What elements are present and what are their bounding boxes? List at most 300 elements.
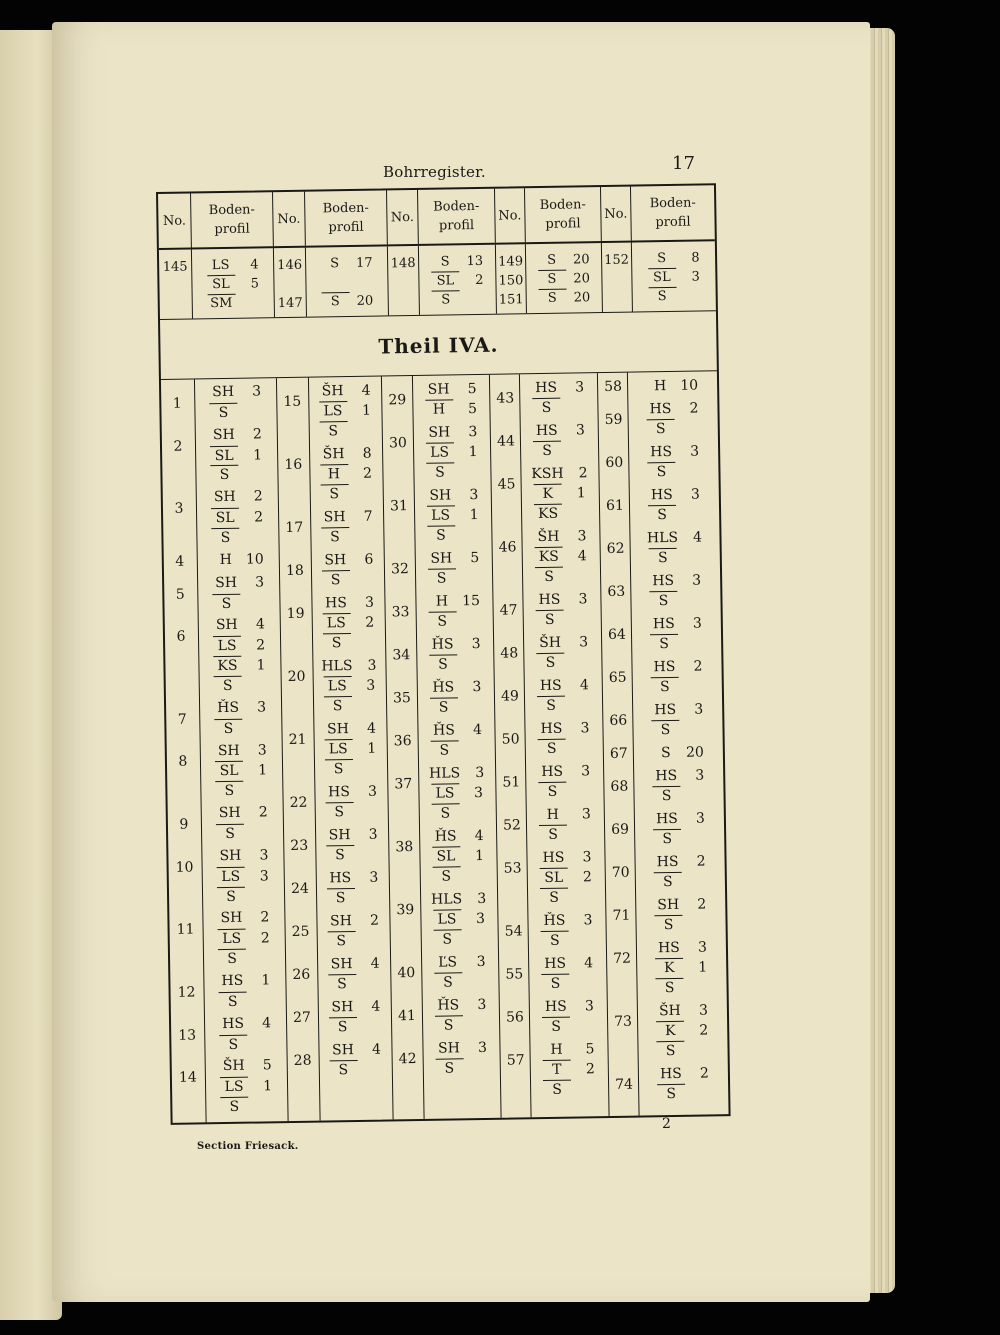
- layer-code: HS: [541, 763, 564, 781]
- boring-entry: [599, 484, 719, 524]
- layer-depth: 3: [369, 869, 379, 886]
- profile-layer: [213, 655, 265, 676]
- profile-layer: [431, 252, 483, 272]
- profile-layer: [540, 867, 592, 888]
- profile-layer: [427, 548, 479, 569]
- layer-code: S: [430, 740, 458, 759]
- layer-code: HS: [538, 591, 561, 609]
- profile-layer: [539, 847, 591, 868]
- boring-number: 12: [177, 984, 196, 1001]
- boring-number: 73: [614, 1013, 633, 1030]
- layer-code: HLS: [428, 765, 461, 782]
- boring-entry: [604, 851, 724, 891]
- profile-layer: [533, 420, 585, 441]
- layer-code: LS: [323, 676, 351, 695]
- soil-profile: [421, 677, 491, 718]
- boring-number: 64: [607, 626, 627, 643]
- profile-layer: [652, 765, 704, 786]
- layer-code: LS: [322, 613, 350, 632]
- layer-code: LS: [426, 505, 454, 524]
- layer-depth: 1: [468, 443, 478, 461]
- soil-profile: [634, 570, 717, 611]
- layer-code: S: [320, 484, 348, 503]
- profile-layer: [429, 697, 481, 718]
- layer-code: HS: [650, 486, 673, 504]
- layer-code: S: [433, 929, 461, 948]
- layer-depth: 3: [690, 443, 700, 460]
- layer-code: SH: [328, 827, 351, 844]
- profile-layer: [426, 462, 478, 483]
- layer-depth: 2: [693, 658, 703, 675]
- layer-code: SH: [218, 804, 241, 822]
- layer-depth: 20: [573, 290, 591, 306]
- boring-entry: [496, 804, 604, 843]
- layer-depth: 20: [685, 744, 704, 761]
- profile-layer: [214, 718, 266, 739]
- profile-layer: [434, 995, 486, 1016]
- boring-number: 150: [498, 273, 524, 289]
- layer-code: LS: [425, 442, 453, 461]
- profile-layer: [322, 633, 374, 654]
- boring-number: 6: [176, 628, 186, 646]
- layer-code: ȞS: [432, 722, 456, 739]
- boring-entry: [489, 377, 597, 416]
- profile-layer: [646, 399, 698, 420]
- profile-layer: [425, 442, 477, 463]
- profile-layer: [215, 781, 267, 802]
- soil-profile: [421, 720, 491, 761]
- soil-profile: [423, 826, 493, 887]
- profile-layer: [657, 1063, 709, 1084]
- layer-code: LS: [319, 401, 347, 420]
- layer-depth: 13: [466, 253, 484, 270]
- layer-code: S: [547, 252, 557, 268]
- profile-layer: [321, 254, 373, 274]
- profile-layer: [647, 419, 699, 440]
- boring-entry: [282, 781, 387, 821]
- layer-code: H: [320, 464, 348, 483]
- profile-cell: [526, 243, 603, 313]
- boring-number: 41: [397, 1008, 417, 1025]
- layer-code: S: [432, 290, 460, 309]
- layer-depth: 2: [699, 1022, 709, 1039]
- layer-code: S: [541, 931, 569, 950]
- boring-entry: [493, 632, 601, 671]
- profile-layer: [432, 866, 484, 887]
- layer-code: ȞS: [437, 997, 460, 1014]
- soil-profile: [200, 487, 275, 548]
- layer-code: S: [323, 696, 351, 715]
- layer-code: S: [648, 505, 676, 524]
- layer-depth: 1: [474, 847, 485, 865]
- profile-layer: [217, 886, 269, 907]
- profile-layer: [537, 718, 589, 739]
- profile-layer: [647, 461, 699, 482]
- soil-profile: [419, 591, 489, 632]
- layer-depth: 3: [368, 826, 378, 843]
- layer-code: KS: [534, 504, 562, 523]
- profile-layer: [543, 1079, 595, 1100]
- boring-entry: [286, 1039, 391, 1079]
- layer-code: SH: [429, 487, 452, 504]
- layer-code: S: [538, 289, 566, 308]
- layer-code: SL: [211, 508, 239, 527]
- profile-layer: [656, 1040, 708, 1061]
- layer-depth: 3: [471, 635, 481, 653]
- layer-code: HLS: [321, 657, 353, 675]
- layer-code: SH: [215, 574, 238, 591]
- layer-depth: 3: [581, 763, 591, 780]
- layer-depth: 4: [577, 548, 587, 565]
- layer-code: S: [210, 465, 238, 484]
- layer-depth: 3: [476, 953, 486, 971]
- profile-layer: [655, 937, 707, 958]
- profile-layer: [210, 445, 262, 466]
- layer-depth: 3: [473, 784, 484, 802]
- layer-depth: 2: [582, 869, 592, 886]
- boring-entry: [495, 761, 603, 800]
- boring-number: 21: [288, 731, 307, 748]
- profile-layer: [433, 952, 485, 973]
- profile-layer: [646, 376, 698, 397]
- layer-depth: 1: [367, 740, 377, 757]
- profile-layer: [216, 803, 268, 824]
- layer-code: S: [328, 974, 356, 993]
- layer-depth: 5: [585, 1041, 595, 1058]
- layer-depth: 4: [366, 720, 377, 737]
- boring-number: 152: [604, 252, 630, 268]
- layer-depth: 1: [253, 446, 263, 464]
- boring-entry: [491, 526, 599, 585]
- layer-depth: 4: [472, 721, 483, 739]
- soil-profile: [532, 953, 603, 994]
- boring-number: 39: [396, 902, 415, 919]
- layer-code: S: [542, 1017, 570, 1036]
- profile-layer: [215, 761, 267, 782]
- layer-code: H: [550, 1041, 563, 1058]
- layer-depth: 1: [263, 1078, 273, 1095]
- layer-code: ĽS: [438, 954, 458, 971]
- layer-depth: 2: [475, 272, 484, 288]
- boring-number: 55: [505, 966, 524, 983]
- boring-number: 28: [293, 1052, 312, 1069]
- layer-depth: 2: [369, 912, 380, 929]
- boring-number: 151: [498, 292, 524, 308]
- profile-layer: [425, 399, 477, 420]
- layer-code: SH: [324, 552, 347, 569]
- layer-depth: 1: [469, 506, 479, 524]
- layer-depth: 5: [467, 380, 477, 398]
- layer-code: ŠH: [321, 383, 344, 400]
- layer-code: S: [651, 677, 679, 696]
- profile-layer: [649, 590, 701, 611]
- boring-entry: [280, 655, 385, 715]
- boring-number: 50: [501, 731, 520, 748]
- layer-code: SH: [212, 426, 235, 443]
- layer-depth: 3: [584, 998, 594, 1015]
- profile-layer: [320, 507, 372, 528]
- boring-number: 33: [391, 604, 410, 621]
- boring-entry: [278, 506, 383, 546]
- profile-layer: [428, 611, 480, 632]
- layer-code: S: [218, 949, 246, 968]
- boring-entry: [599, 527, 719, 567]
- profile-layer: [651, 719, 703, 740]
- profile-layer: [542, 1039, 594, 1060]
- profile-layer: [218, 971, 270, 992]
- layer-code: S: [214, 676, 242, 695]
- profile-layer: [219, 1034, 271, 1055]
- layer-code: S: [434, 1015, 462, 1034]
- layer-code: ŠH: [222, 1058, 245, 1075]
- layer-code: S: [543, 1080, 571, 1099]
- layer-code: HS: [544, 998, 567, 1015]
- boring-entry: [163, 487, 278, 546]
- boring-entry: [601, 656, 721, 696]
- layer-code: LS: [324, 739, 352, 758]
- boring-number: 10: [175, 859, 194, 876]
- soil-profile: [317, 719, 383, 780]
- layer-code: S: [217, 886, 245, 905]
- soil-profile: [529, 761, 600, 802]
- soil-profile: [208, 1014, 283, 1055]
- layer-code: S: [426, 462, 454, 481]
- profile-layer: [430, 720, 482, 741]
- layer-code: S: [215, 781, 243, 800]
- soil-profile: [320, 910, 386, 951]
- profile-layer: [656, 1000, 708, 1021]
- layer-depth: 1: [261, 972, 271, 989]
- soil-profile: [322, 1039, 388, 1080]
- boring-number-cell: [159, 249, 193, 319]
- boring-entry: [172, 1056, 287, 1116]
- layer-depth: 4: [579, 677, 589, 694]
- layer-code: HS: [535, 379, 558, 397]
- boring-number: 62: [606, 540, 625, 557]
- layer-depth: 7: [363, 508, 373, 525]
- profile-layer: [212, 550, 264, 571]
- layer-code: S: [429, 697, 457, 716]
- soil-profile: [206, 909, 281, 970]
- layer-depth: 3: [582, 849, 592, 866]
- soil-profile: [316, 656, 382, 717]
- profile-layer: [428, 591, 480, 612]
- layer-depth: 3: [694, 701, 704, 718]
- section-title: Theil IVA.: [160, 311, 717, 380]
- profile-layer: [537, 250, 589, 270]
- layer-depth: 4: [474, 827, 484, 845]
- layer-code: S: [324, 759, 352, 778]
- boring-entry: [490, 420, 598, 459]
- profile-layer: [535, 589, 587, 610]
- soil-profile: [201, 550, 275, 571]
- boring-entry: [170, 971, 285, 1010]
- layer-depth: 17: [355, 255, 373, 271]
- profile-layer: [535, 566, 587, 587]
- layer-code: SH: [323, 509, 346, 526]
- boring-entry: [604, 808, 724, 848]
- profile-layer: [217, 866, 269, 887]
- soil-profile: [201, 573, 276, 614]
- boring-number: 59: [604, 411, 623, 428]
- layer-code: S: [652, 786, 680, 805]
- boring-number: 19: [286, 605, 305, 622]
- layer-depth: 3: [575, 422, 585, 439]
- top-section-row: [159, 241, 716, 320]
- layer-depth: 1: [576, 485, 586, 502]
- soil-profile: [637, 742, 719, 763]
- layer-code: S: [428, 611, 456, 630]
- boring-number: 57: [506, 1052, 525, 1069]
- profile-layer: [220, 1057, 272, 1078]
- profile-layer: [209, 402, 261, 423]
- boring-number: 43: [496, 390, 515, 407]
- layer-code: HS: [650, 443, 673, 461]
- boring-entry: [168, 846, 283, 905]
- profile-layer: [431, 783, 483, 804]
- profile-layer: [429, 654, 481, 675]
- boring-entry: [169, 908, 284, 968]
- layer-code: HLS: [430, 891, 463, 908]
- boring-number: 31: [389, 498, 408, 515]
- profile-layer: [324, 739, 376, 760]
- layer-depth: 4: [370, 955, 380, 972]
- layer-depth: 2: [362, 465, 373, 482]
- layer-code: S: [538, 739, 566, 758]
- layer-code: SH: [217, 742, 240, 759]
- layer-code: SL: [648, 268, 676, 287]
- soil-profile: [636, 699, 719, 740]
- boring-entry: [600, 570, 720, 610]
- layer-code: SH: [220, 910, 243, 927]
- boring-entry: [285, 953, 390, 993]
- layer-code: SM: [207, 294, 235, 313]
- profile-layer: [319, 401, 371, 422]
- soil-profile: [315, 550, 381, 591]
- profile-layer: [426, 485, 478, 506]
- header-cell: No.: [495, 188, 526, 242]
- layer-code: SL: [207, 275, 235, 294]
- boring-entry: [168, 803, 283, 842]
- table-header-row: [158, 185, 715, 250]
- profile-layer: [532, 397, 584, 418]
- profile-layer: [431, 889, 486, 910]
- layer-code: T: [543, 1060, 571, 1079]
- layer-code: S: [535, 567, 563, 586]
- profile-layer: [538, 269, 590, 289]
- boring-number: 61: [605, 497, 625, 514]
- soil-profile: [306, 246, 388, 311]
- boring-number: 44: [496, 433, 515, 450]
- layer-depth: 4: [371, 998, 381, 1015]
- profile-layer: [329, 1060, 381, 1081]
- profile-layer: [538, 288, 590, 308]
- boring-number: 7: [177, 711, 187, 728]
- boring-entry: [389, 889, 497, 948]
- layer-depth: 3: [477, 996, 487, 1014]
- layer-code: K: [655, 958, 683, 977]
- layer-code: S: [328, 1017, 356, 1036]
- soil-profile: [638, 808, 721, 849]
- profile-layer: [536, 609, 588, 630]
- profile-layer: [653, 851, 705, 872]
- profile-layer: [433, 909, 485, 930]
- layer-code: SH: [215, 617, 238, 634]
- profile-layer: [212, 593, 264, 614]
- layer-code: S: [220, 1097, 248, 1116]
- boring-number: 74: [615, 1076, 634, 1093]
- soil-profile: [635, 613, 718, 654]
- layer-code: HS: [542, 849, 565, 867]
- layer-code: KS: [213, 656, 241, 675]
- soil-profile: [417, 422, 487, 483]
- profile-layer: [648, 286, 700, 306]
- layer-code: S: [219, 1034, 247, 1053]
- profile-layer: [321, 656, 376, 677]
- profile-layer: [540, 887, 592, 908]
- soil-profile: [641, 1000, 724, 1061]
- signature-mark: 2: [662, 1116, 671, 1132]
- soil-profile: [632, 241, 716, 306]
- profile-layer: [207, 255, 259, 275]
- soil-profile: [530, 804, 601, 845]
- layer-code: HS: [649, 400, 672, 418]
- profile-layer: [653, 808, 705, 829]
- soil-profile: [527, 632, 598, 673]
- profile-layer: [321, 292, 373, 312]
- layer-code: HS: [659, 1065, 682, 1083]
- boring-entry: [597, 375, 717, 395]
- profile-layer: [321, 527, 373, 548]
- profile-layer: [326, 888, 378, 909]
- soil-profile: [418, 485, 488, 546]
- profile-layer: [539, 804, 591, 825]
- layer-code: S: [533, 441, 561, 460]
- profile-layer: [326, 868, 378, 889]
- layer-depth: 3: [468, 423, 478, 441]
- soil-profile: [419, 548, 489, 589]
- layer-code: ŠH: [658, 1002, 681, 1020]
- profile-layer: [210, 425, 262, 446]
- profile-layer: [211, 527, 263, 548]
- profile-layer: [533, 440, 585, 461]
- boring-entry: [381, 379, 489, 418]
- boring-number: 3: [174, 500, 184, 517]
- layer-code: S: [212, 593, 240, 612]
- profile-layer: [542, 996, 594, 1017]
- boring-number: 18: [285, 562, 304, 580]
- layer-code: S: [321, 292, 349, 311]
- profile-layer: [647, 248, 699, 268]
- layer-code: S: [440, 254, 450, 270]
- profile-layer: [209, 382, 261, 403]
- boring-number: 1: [172, 395, 182, 412]
- profile-layer: [323, 676, 375, 697]
- boring-entry: [382, 422, 490, 481]
- profile-layer: [652, 742, 704, 763]
- boring-number: 66: [609, 712, 628, 729]
- profile-layer: [536, 652, 588, 673]
- layer-code: HS: [657, 939, 680, 957]
- layer-code: S: [326, 845, 354, 864]
- soil-profile: [632, 441, 715, 482]
- boring-number: 2: [173, 438, 183, 455]
- header-cell: Boden- profil: [191, 192, 274, 247]
- layer-depth: 2: [365, 614, 375, 631]
- layer-code: SH: [212, 383, 235, 401]
- profile-cell: [632, 241, 716, 311]
- boring-entry: [277, 443, 382, 503]
